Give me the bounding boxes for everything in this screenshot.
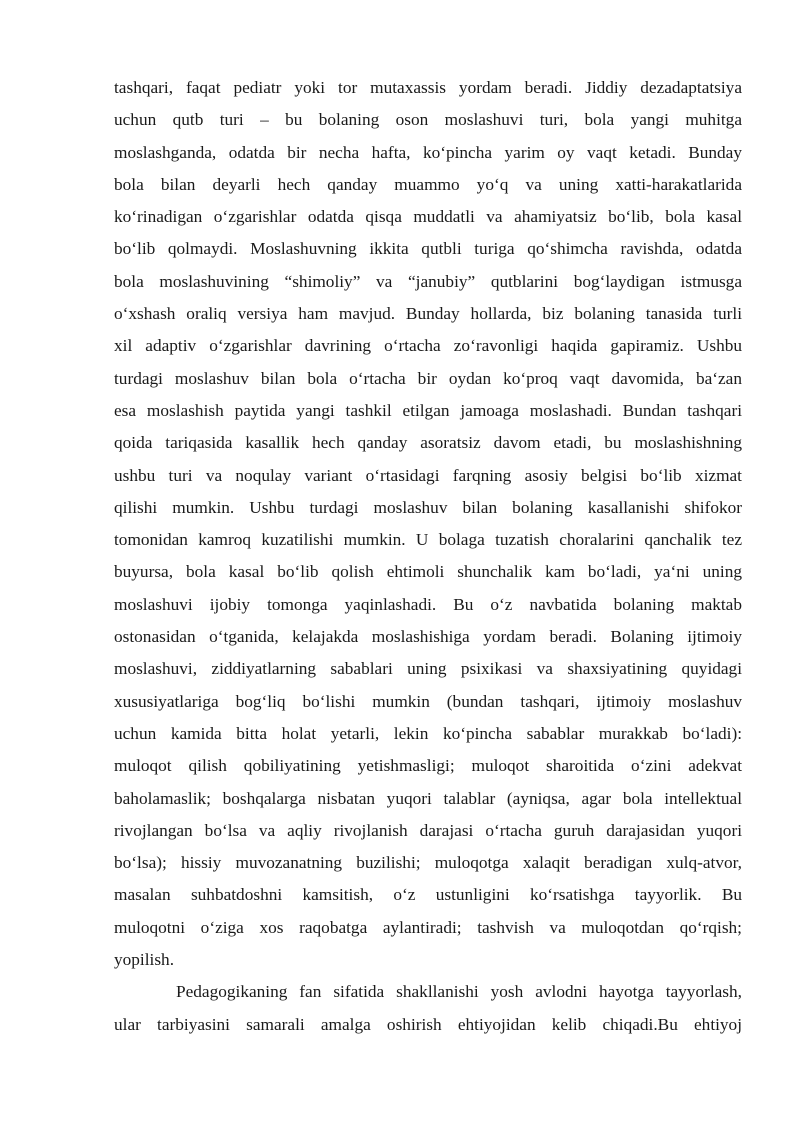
text-line: moslashganda, odatda bir necha hafta, ko‘pincha yarim oy vaqt ketadi. Bunday [114,142,742,162]
text-line: bola moslashuvining “shimoliy” va “janubiy” qutblarini bog‘laydigan istmusga [114,271,742,291]
text-line: muloqot qilish qobiliyatining yetishmasligi; muloqot sharoitida o‘zini adekvat [114,756,742,776]
text-line: yopilish. [114,950,175,970]
text-line: moslashuvi ijobiy tomonga yaqinlashadi. Bu o‘z navbatida bolaning maktab [114,594,742,614]
text-line: ko‘rinadigan o‘zgarishlar odatda qisqa muddatli va ahamiyatsiz bo‘lib, bola kasal [114,207,742,227]
text-line: esa moslashish paytida yangi tashkil etilgan jamoaga moslashadi. Bundan tashqari [114,400,742,420]
text-line: uchun kamida bitta holat yetarli, lekin ko‘pincha sabablar murakkab bo‘ladi): [114,723,742,743]
text-line: tashqari, faqat pediatr yoki tor mutaxassis yordam beradi. Jiddiy dezadaptatsiya [114,78,742,97]
text-line: ushbu turi va noqulay variant o‘rtasidagi farqning asosiy belgisi bo‘lib xizmat [114,465,742,485]
text-line: tomonidan kamroq kuzatilishi mumkin. U bolaga tuzatish choralarini qanchalik tez [114,530,742,550]
text-line: xususiyatlariga bog‘liq bo‘lishi mumkin (bundan tashqari, ijtimoiy moslashuv [114,691,742,711]
text-line: bo‘lib qolmaydi. Moslashuvning ikkita qutbli turiga qo‘shimcha ravishda, odatda [114,239,742,259]
text-line: Pedagogikaning fan sifatida shakllanishi yosh avlodni hayotga tayyorlash, [176,982,742,1002]
text-line: moslashuvi, ziddiyatlarning sabablari uning psixikasi va shaxsiyatining quyidagi [114,659,742,679]
text-line: muloqotni o‘ziga xos raqobatga aylantiradi; tashvish va muloqotdan qo‘rqish; [114,917,742,937]
text-line: turdagi moslashuv bilan bola o‘rtacha bir oydan ko‘proq vaqt davomida, ba‘zan [114,368,742,388]
text-line: qoida tariqasida kasallik hech qanday asoratsiz davom etadi, bu moslashishning [114,433,742,453]
text-line: buyursa, bola kasal bo‘lib qolish ehtimoli shunchalik kam bo‘ladi, ya‘ni uning [114,562,742,582]
text-line: masalan suhbatdoshni kamsitish, o‘z ustunligini ko‘rsatishga tayyorlik. Bu [114,885,742,905]
text-line: rivojlangan bo‘lsa va aqliy rivojlanish darajasi o‘rtacha guruh darajasidan yuqori [114,820,742,840]
text-line: bola bilan deyarli hech qanday muammo yo‘q va uning xatti-harakatlarida [114,174,742,194]
text-line: qilishi mumkin. Ushbu turdagi moslashuv bilan bolaning kasallanishi shifokor [114,497,742,517]
text-line: ostonasidan o‘tganida, kelajakda moslashishiga yordam beradi. Bolaning ijtimoiy [114,627,742,647]
text-line: o‘xshash oraliq versiya ham mavjud. Bunday hollarda, biz bolaning tanasida turli [114,304,742,324]
text-line: xil adaptiv o‘zgarishlar davrining o‘rtacha zo‘ravonligi haqida gapiramiz. Ushbu [114,336,742,356]
text-line: bo‘lsa); hissiy muvozanatning buzilishi; muloqotga xalaqit beradigan xulq-atvor, [114,853,742,873]
paragraph-2 [114,976,742,1041]
document-page [114,72,742,1041]
paragraph-1 [114,72,742,976]
text-line: uchun qutb turi – bu bolaning oson moslashuvi turi, bola yangi muhitga [114,110,742,130]
text-line: baholamaslik; boshqalarga nisbatan yuqori talablar (ayniqsa, agar bola intellektual [114,788,742,808]
text-line: ular tarbiyasini samarali amalga oshirish ehtiyojidan kelib chiqadi.Bu ehtiyoj [114,1014,742,1034]
